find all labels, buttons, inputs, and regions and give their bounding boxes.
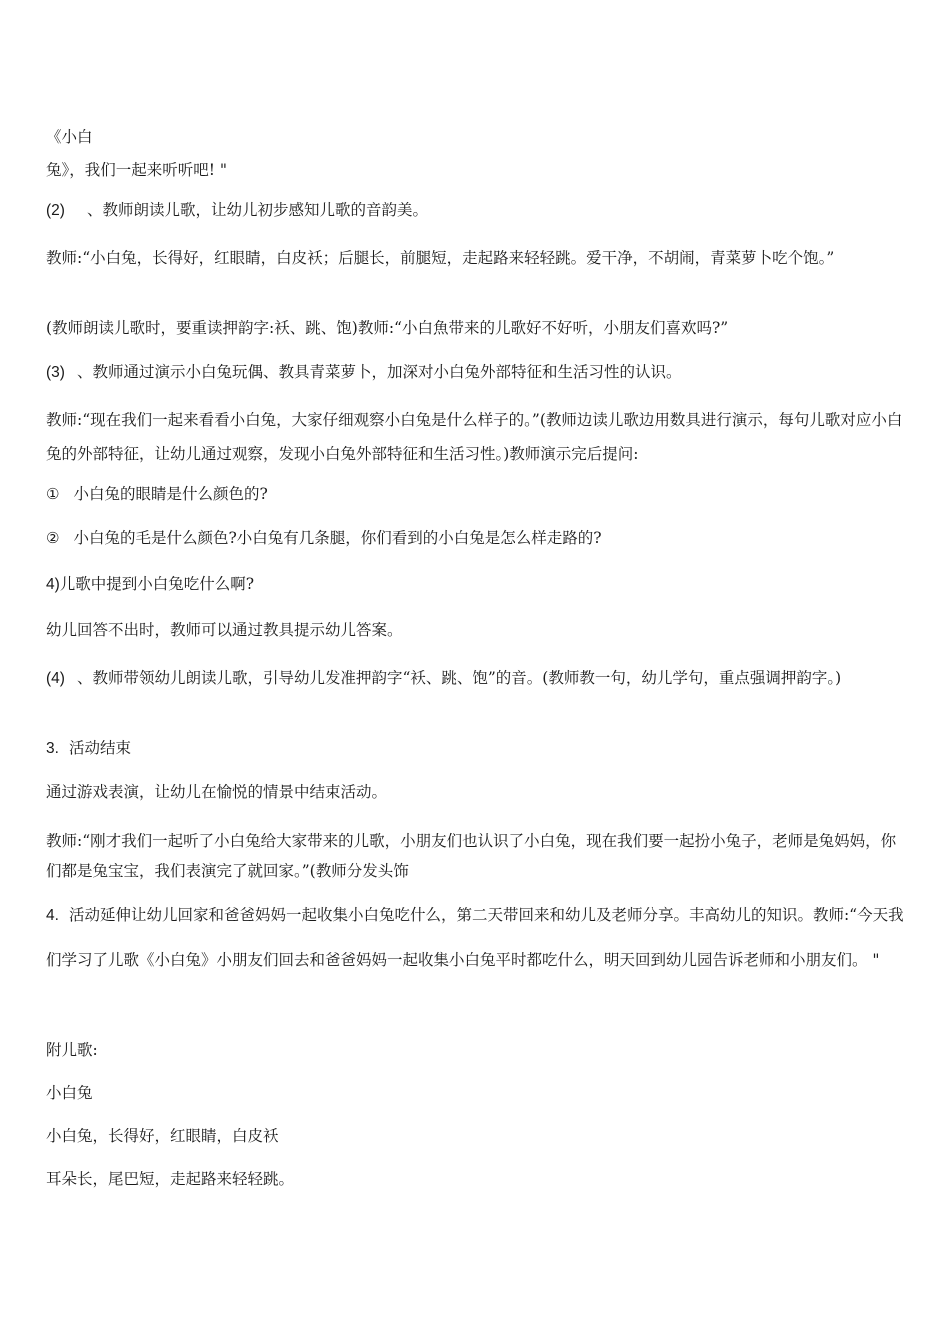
question-item: ① 小白兔的眼睛是什么颜色的?	[46, 485, 268, 503]
paragraph: 教师:“刚才我们一起听了小白兔给大家带来的儿歌，小朋友们也认识了小白兔，现在我们要一起扮小兔子，老师是兔妈妈，你们都是兔宝宝，我们表演完了就回家。”(教师分发头饰	[46, 832, 897, 880]
section-3-heading: (3) 、教师通过演示小白兔玩偶、教具青菜萝卜，加深对小白兔外部特征和生活习性的认识。	[46, 363, 682, 381]
step-heading: 3. 活动结束	[46, 739, 131, 757]
text-line: 兔》，我们一起来听听吧! "	[46, 161, 228, 179]
text-line: 《小白	[46, 128, 93, 146]
appendix-label: 附儿歌:	[46, 1041, 98, 1059]
poem-title: 小白兔	[46, 1084, 93, 1102]
section-2-heading: (2) 、教师朗读儿歌，让幼儿初步感知儿歌的音韵美。	[46, 201, 428, 219]
section-4-heading: (4) 、教师带领幼儿朗读儿歌，引导幼儿发准押韵字“袄、跳、饱”的音。(教师教一句，幼儿学句，重点强调押韵字。)	[46, 669, 842, 687]
paragraph: 幼儿回答不出时，教师可以通过教具提示幼儿答案。	[46, 621, 403, 639]
paragraph: (教师朗读儿歌时，要重读押韵字:袄、跳、饱)教师:“小白魚带来的儿歌好不好听，小朋友们喜欢吗?”	[46, 319, 729, 337]
paragraph: 通过游戏表演，让幼儿在愉悦的情景中结束活动。	[46, 783, 388, 801]
paragraph: 教师:“小白兔，长得好，红眼睛，白皮袄；后腿长，前腿短，走起路来轻轻跳。爱干净，不胡闹，青菜萝卜吃个饱。”	[46, 249, 835, 267]
question-item: 4)儿歌中提到小白兔吃什么啊?	[46, 575, 255, 593]
step-paragraph: 4. 活动延伸让幼儿回家和爸爸妈妈一起收集小白兔吃什么，第二天带回来和幼儿及老师分享。丰高幼儿的知识。教师:“今天我们学习了儿歌《小白兔》小朋友们回去和爸爸妈妈一起收集小白兔平时都吃什么，明天回到幼儿园告诉老师和小朋友们。 "	[46, 906, 904, 969]
poem-line: 耳朵长，尾巴短，走起路来轻轻跳。	[46, 1170, 295, 1188]
poem-line: 小白兔，长得好，红眼睛，白皮袄	[46, 1127, 279, 1145]
question-item: ② 小白兔的毛是什么颜色?小白兔有几条腿，你们看到的小白兔是怎么样走路的?	[46, 529, 602, 547]
paragraph: 教师:“现在我们一起来看看小白兔，大家仔细观察小白兔是什么样子的。”(教师边读儿歌边用数具进行演示，每句儿歌对应小白兔的外部特征，让幼儿通过观察，发现小白兔外部特征和生活习性。)教师演示完后提问:	[46, 411, 903, 463]
